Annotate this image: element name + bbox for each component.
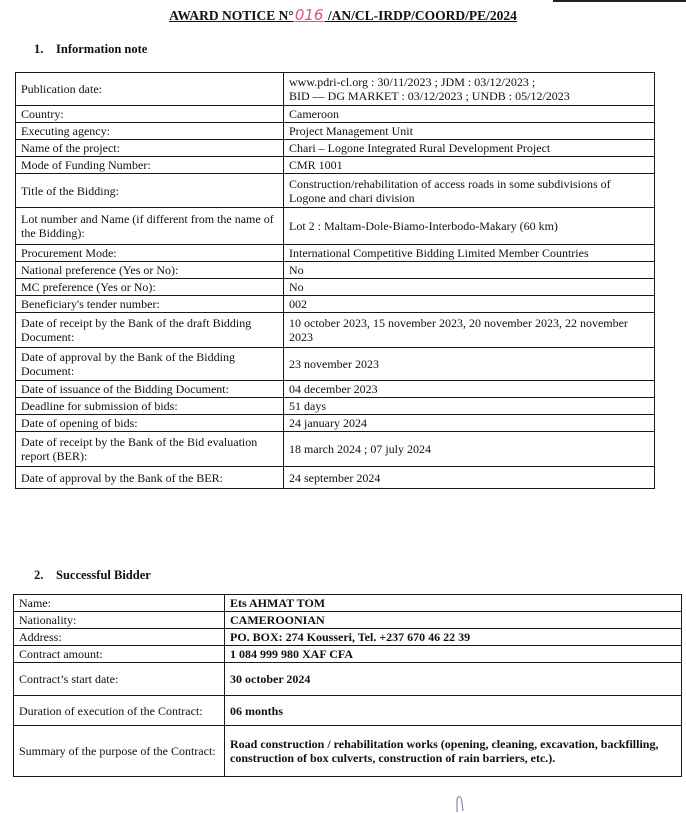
bidder-row (14, 595, 682, 612)
section-1-heading (34, 42, 147, 57)
info-value: 04 december 2023 (284, 381, 655, 398)
info-label: Date of receipt by the Bank of the Bid evaluation report (BER): (16, 432, 284, 467)
signature-mark (455, 795, 465, 813)
info-row (16, 467, 655, 489)
info-value: No (284, 279, 655, 296)
info-row (16, 296, 655, 313)
bidder-label: Contract’s start date: (14, 663, 225, 696)
info-label: Executing agency: (16, 123, 284, 140)
info-row (16, 398, 655, 415)
info-row (16, 73, 655, 106)
info-label: Title of the Bidding: (16, 174, 284, 208)
section-title: Information note (56, 42, 148, 56)
bidder-label: Contract amount: (14, 646, 225, 663)
info-value: 10 october 2023, 15 november 2023, 20 november 2023, 22 november 2023 (284, 313, 655, 348)
section-number: 2. (34, 568, 44, 582)
info-label: MC preference (Yes or No): (16, 279, 284, 296)
info-label: Date of approval by the Bank of the Bidding Document: (16, 348, 284, 381)
bidder-value: 30 october 2024 (225, 663, 682, 696)
info-value: 23 november 2023 (284, 348, 655, 381)
info-label: Lot number and Name (if different from the name of the Bidding): (16, 208, 284, 245)
section-title: Successful Bidder (56, 568, 151, 582)
top-rule (553, 0, 686, 2)
info-label: Beneficiary's tender number: (16, 296, 284, 313)
info-value: International Competitive Bidding Limited Member Countries (284, 245, 655, 262)
info-label: Mode of Funding Number: (16, 157, 284, 174)
info-value: 18 march 2024 ; 07 july 2024 (284, 432, 655, 467)
bidder-label: Duration of execution of the Contract: (14, 696, 225, 726)
bidder-row (14, 629, 682, 646)
bidder-row (14, 646, 682, 663)
info-label: Publication date: (16, 73, 284, 106)
info-label: Date of approval by the Bank of the BER: (16, 467, 284, 489)
info-value: 51 days (284, 398, 655, 415)
successful-bidder-table (13, 594, 682, 777)
info-label: National preference (Yes or No): (16, 262, 284, 279)
info-row (16, 245, 655, 262)
info-value: Chari – Logone Integrated Rural Development Project (284, 140, 655, 157)
info-label: Date of receipt by the Bank of the draft Bidding Document: (16, 313, 284, 348)
info-row (16, 348, 655, 381)
info-value: Project Management Unit (284, 123, 655, 140)
bidder-row (14, 726, 682, 777)
bidder-row (14, 612, 682, 629)
bidder-label: Address: (14, 629, 225, 646)
bidder-value: Road construction / rehabilitation works (opening, cleaning, excavation, backfilling, construction of box culverts, construction of rain barriers, etc.). (225, 726, 682, 777)
information-note-table (15, 72, 655, 489)
info-value: No (284, 262, 655, 279)
bidder-value: PO. BOX: 274 Kousseri, Tel. +237 670 46 22 39 (225, 629, 682, 646)
info-label: Date of issuance of the Bidding Document: (16, 381, 284, 398)
bidder-value: 06 months (225, 696, 682, 726)
section-number: 1. (34, 42, 44, 56)
info-value: www.pdri-cl.org : 30/11/2023 ; JDM : 03/12/2023 ; BID — DG MARKET : 03/12/2023 ; UNDB : 05/12/2023 (284, 73, 655, 106)
title-suffix: /AN/CL-IRDP/COORD/PE/2024 (324, 8, 517, 23)
info-row (16, 432, 655, 467)
bidder-value: Ets AHMAT TOM (225, 595, 682, 612)
info-label: Deadline for submission of bids: (16, 398, 284, 415)
info-row (16, 279, 655, 296)
bidder-label: Summary of the purpose of the Contract: (14, 726, 225, 777)
title-prefix: AWARD NOTICE N° (169, 8, 294, 23)
info-row (16, 262, 655, 279)
info-row (16, 415, 655, 432)
info-row (16, 106, 655, 123)
info-row (16, 123, 655, 140)
bidder-row (14, 696, 682, 726)
info-label: Country: (16, 106, 284, 123)
info-value: Cameroon (284, 106, 655, 123)
info-row (16, 157, 655, 174)
info-value: Construction/rehabilitation of access roads in some subdivisions of Logone and chari division (284, 174, 655, 208)
info-value: 24 january 2024 (284, 415, 655, 432)
info-label: Procurement Mode: (16, 245, 284, 262)
info-value: Lot 2 : Maltam-Dole-Biamo-Interbodo-Makary (60 km) (284, 208, 655, 245)
info-label: Name of the project: (16, 140, 284, 157)
info-row (16, 381, 655, 398)
bidder-row (14, 663, 682, 696)
info-label: Date of opening of bids: (16, 415, 284, 432)
bidder-value: 1 084 999 980 XAF CFA (225, 646, 682, 663)
handwritten-notice-number: 016 (294, 6, 324, 24)
info-value: 24 september 2024 (284, 467, 655, 489)
bidder-label: Nationality: (14, 612, 225, 629)
info-value: CMR 1001 (284, 157, 655, 174)
info-value: 002 (284, 296, 655, 313)
notice-title (0, 6, 686, 25)
info-row (16, 208, 655, 245)
info-row (16, 174, 655, 208)
bidder-value: CAMEROONIAN (225, 612, 682, 629)
info-row (16, 313, 655, 348)
bidder-label: Name: (14, 595, 225, 612)
info-row (16, 140, 655, 157)
section-2-heading (34, 568, 151, 583)
